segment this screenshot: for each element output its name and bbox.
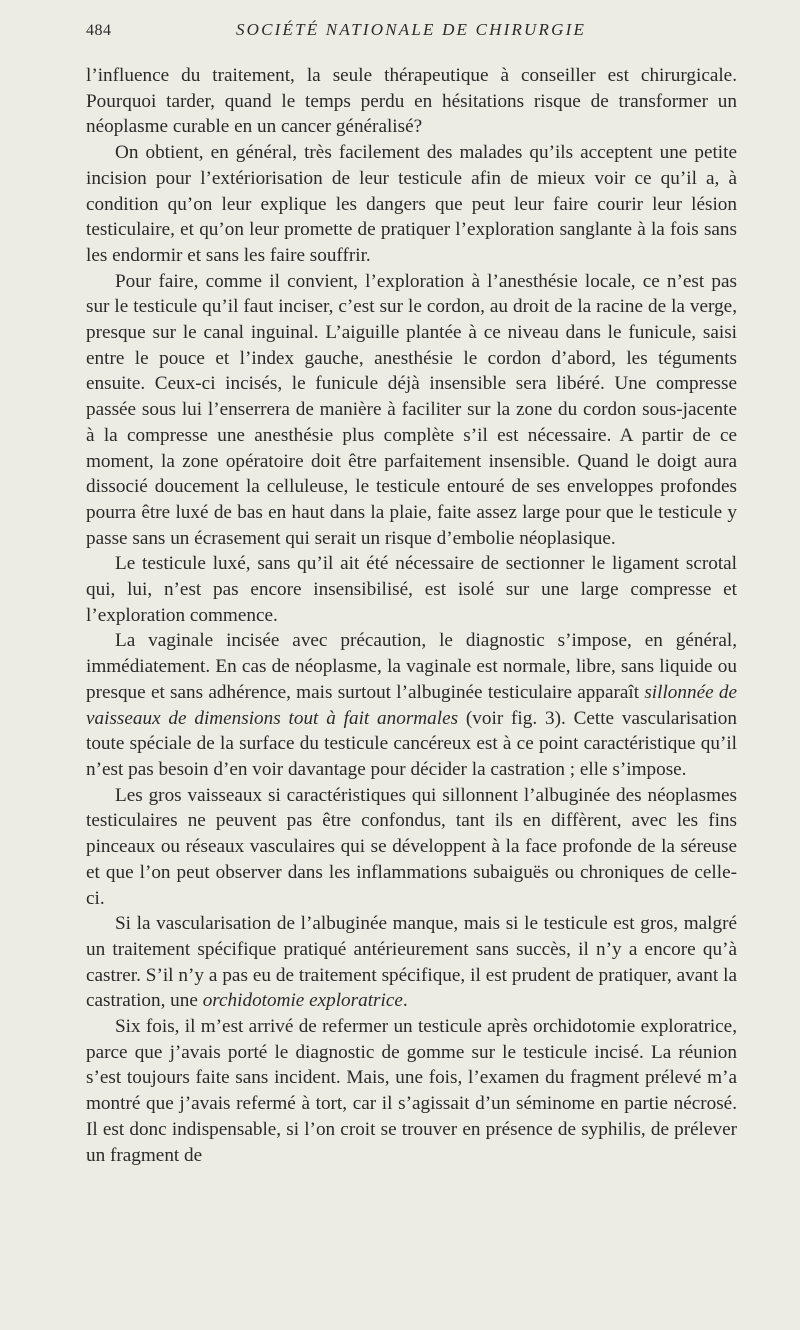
paragraph-text-end: (voir fig. 3). Cette vascularisation toute spéciale de la surface du testicule cancéreux est à ce point caractéristique qu’il n’est pas besoin d’en voir davantage pour décider la castration ; elle s’impose. [86,707,737,780]
paragraph-text: Pour faire, comme il convient, l’exploration à l’anesthésie locale, ce n’est pas sur le testicule qu’il faut inciser, c’est sur le cordon, au droit de la racine de la verge, presque sur le canal inguinal. L’aiguille plantée à ce niveau dans le funicule, saisi entre le pouce et l’index gauche, anesthésie le cordon d’abord, les téguments ensuite. Ceux-ci incisés, le funicule déjà insensible sera libéré. Une compresse passée sous lui l’enserrera de manière à faciliter sur la zone du cordon sous-jacente à la compresse une anesthésie plus complète s’il est nécessaire. A partir de ce moment, la zone opératoire doit être parfaitement insensible. Quand le doigt aura dissocié doucement la celluleuse, le testicule entouré de ses enveloppes profondes pourra être luxé de bas en haut dans la plaie, faite assez large pour que le testicule y passe sans un écrasement qui serait un risque d’embolie néoplasique. [86,270,737,549]
paragraph-text: l’influence du traitement, la seule thérapeutique à conseiller est chirurgicale. Pourquoi tarder, quand le temps perdu en hésitations risque de transformer un néoplasme curable en un cancer généralisé? [86,65,737,138]
paragraph-six-cases [86,1014,737,1168]
paragraph-text: On obtient, en général, très facilement des malades qu’ils acceptent une petite incision pour l’extériorisation de leur testicule afin de mieux voir ce qu’il a, à condition qu’on leur explique les dangers que peut leur faire courir leur lésion testiculaire, et qu’on leur promette de pratiquer l’exploration sanglante à la fois sans les endormir et sans les faire souffrir. [86,142,737,266]
paragraph-local-anesthesia [86,269,737,552]
paragraph-text: Le testicule luxé, sans qu’il ait été nécessaire de sectionner le ligament scrotal qui, lui, n’est pas encore insensibilisé, est isolé sur une large compresse et l’exploration commence. [86,553,737,626]
running-head [86,20,736,46]
paragraph-text: Six fois, il m’est arrivé de refermer un testicule après orchidotomie exploratrice, parce que j’avais porté le diagnostic de gomme sur le testicule incisé. La réunion s’est toujours faite sans incident. Mais, une fois, l’examen du fragment prélevé m’a montré que j’avais refermé à tort, car il s’agissait d’un séminome en partie nécrosé. Il est donc indispensable, si l’on croit se trouver en présence de syphilis, de prélever un fragment de [86,1016,737,1166]
paragraph-patient-consent [86,140,737,269]
paragraph-luxated-testicle [86,551,737,628]
journal-title: SOCIÉTÉ NATIONALE DE CHIRURGIE [235,20,587,39]
paragraph-large-vessels [86,783,737,912]
page-number: 484 [86,22,112,39]
paragraph-text-start: La vaginale incisée avec précaution, le diagnostic s’impose, en général, immédiatement. En cas de néoplasme, la vaginale est normale, libre, sans liquide ou presque et sans adhérence, mais surtout l’albuginée testiculaire apparaît [86,630,737,703]
paragraph-text-end: . [402,990,408,1012]
paragraph-exploratory-orchidotomy [86,911,737,1014]
paragraph-continued [86,63,737,140]
italic-phrase: sillonnée de vaisseaux de dimensions tout à fait anormales [86,681,737,729]
paragraph-vaginal-incision [86,628,737,782]
paragraph-text-start: Si la vascularisation de l’albuginée manque, mais si le testicule est gros, malgré un traitement spécifique pratiqué antérieurement sans succès, il n’y a encore qu’à castrer. S’il n’y a pas eu de traitement spécifique, il est prudent de pratiquer, avant la castration, une [86,913,737,1012]
italic-phrase: orchidotomie exploratrice [202,990,403,1012]
paragraph-text: Les gros vaisseaux si caractéristiques qui sillonnent l’albuginée des néoplasmes testiculaires ne peuvent pas être confondus, tant ils en diffèrent, avec les fins pinceaux ou réseaux vasculaires qui se développent à la face profonde de la séreuse et que l’on peut observer dans les inflammations subaiguës ou chroniques de celle-ci. [86,784,737,909]
body-text [86,63,737,1168]
